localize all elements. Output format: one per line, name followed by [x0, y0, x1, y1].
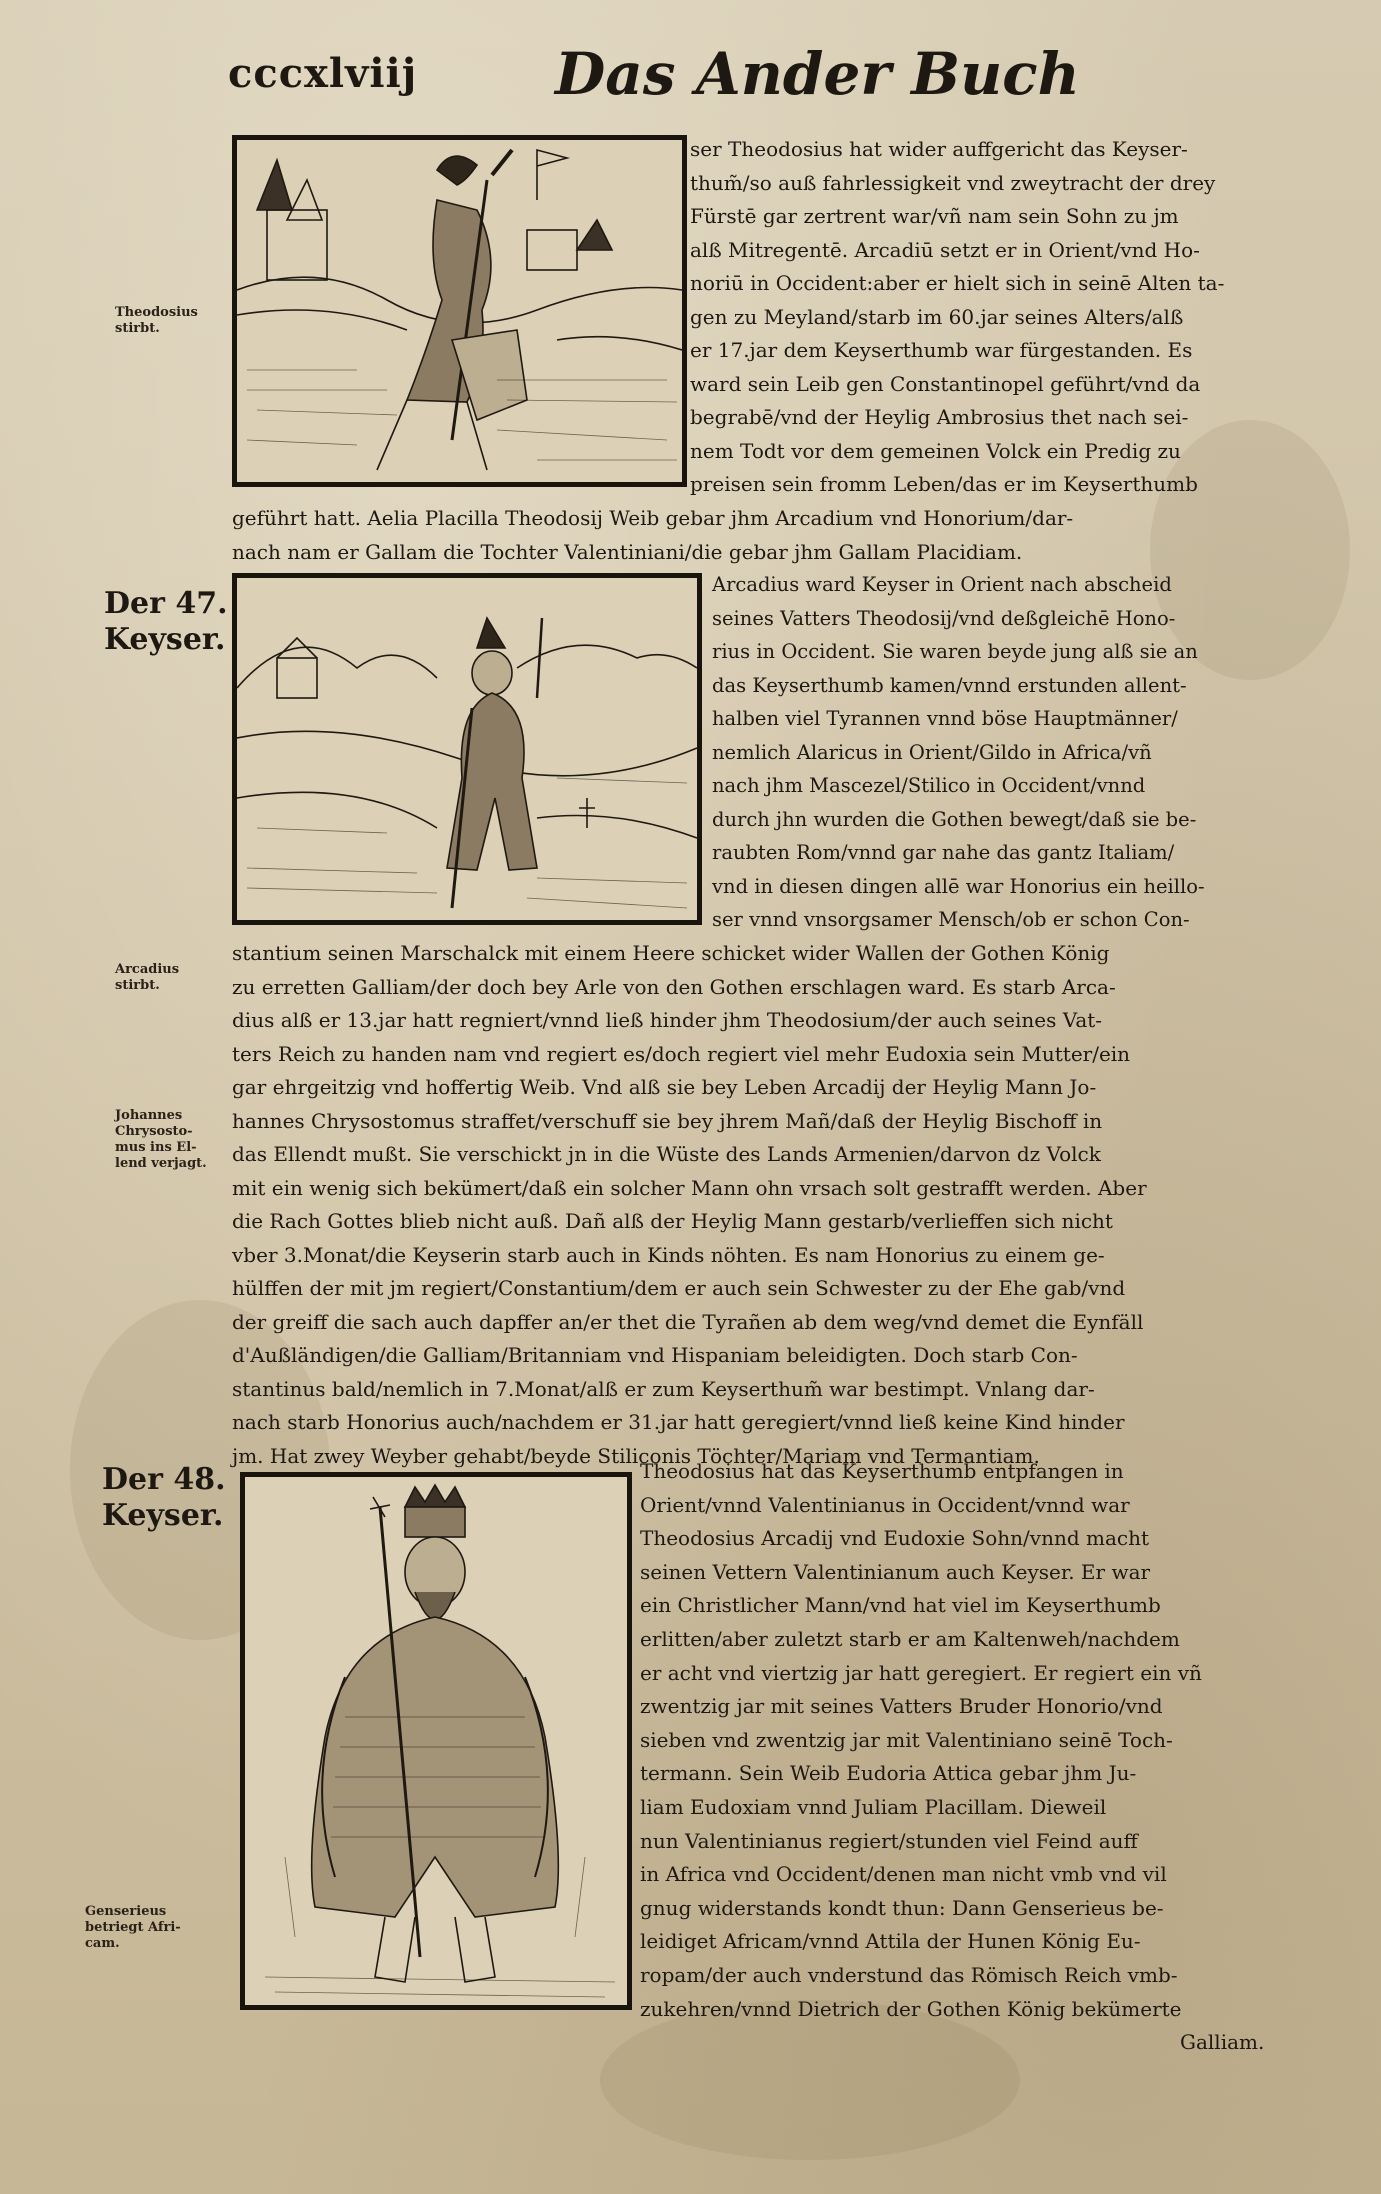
text-line: hannes Chrysostomus straffet/verschuff sie bey jhrem Mañ/daß der Heylig Bischoff in: [232, 1108, 1103, 1133]
text-line: geführt hatt. Aelia Placilla Theodosij Weib gebar jhm Arcadium vnd Honorium/dar-: [232, 506, 1074, 530]
folio-number: cccxlviij: [228, 50, 418, 97]
text-line: seinen Vettern Valentinianum auch Keyser. Er war: [640, 1559, 1151, 1584]
text-line: nach nam er Gallam die Tochter Valentiniani/die gebar jhm Gallam Placidiam.: [232, 539, 1023, 564]
text-line: zukehren/vnnd Dietrich der Gothen König bekümerte: [640, 1996, 1182, 2021]
text-line: vber 3.Monat/die Keyserin starb auch in Kinds nöhten. Es nam Honorius zu einem ge-: [232, 1242, 1105, 1267]
text-line: gnug widerstands kondt thun: Dann Genserieus be-: [640, 1895, 1164, 1920]
text-line: rius in Occident. Sie waren beyde jung alß sie an: [712, 640, 1198, 663]
text-line: Orient/vnnd Valentinianus in Occident/vnnd war: [640, 1492, 1130, 1517]
woodcut-theodosius: [232, 135, 687, 487]
text-line: gar ehrgeitzig vnd hoffertig Weib. Vnd alß sie bey Leben Arcadij der Heylig Mann Jo-: [232, 1075, 1097, 1099]
text-line: nach jhm Mascezel/Stilico in Occident/vnnd: [712, 774, 1146, 797]
text-line: er 17.jar dem Keyserthumb war fürgestanden. Es: [690, 338, 1193, 362]
emperor-label-48: Der 48. Keyser.: [102, 1462, 226, 1533]
text-line: Theodosius hat das Keyserthumb entpfangen in: [640, 1459, 1124, 1483]
margin-note-genserieus: Genserieus betriegt Afri- cam.: [85, 1904, 181, 1951]
margin-note-johannes: Johannes Chrysosto- mus ins El- lend verjagt.: [115, 1108, 207, 1171]
text-line: preisen sein fromm Leben/das er im Keyserthumb: [690, 472, 1198, 496]
text-line: halben viel Tyrannen vnnd böse Hauptmänner/: [712, 707, 1178, 730]
text-line: thum̃/so auß fahrlessigkeit vnd zweytracht der drey: [690, 170, 1216, 195]
text-line: hülffen der mit jm regiert/Constantium/dem er auch sein Schwester zu der Ehe gab/vnd: [232, 1276, 1126, 1300]
text-line: durch jhn wurden die Gothen bewegt/daß sie be-: [712, 807, 1197, 831]
text-line: Theodosius Arcadij vnd Eudoxie Sohn/vnnd macht: [640, 1526, 1149, 1551]
text-line: noriū in Occident:aber er hielt sich in seinē Alten ta-: [690, 271, 1225, 295]
text-line: das Ellendt mußt. Sie verschickt jn in die Wüste des Lands Armenien/darvon dz Volck: [232, 1142, 1101, 1166]
text-line: zwentzig jar mit seines Vatters Bruder Honorio/vnd: [640, 1694, 1163, 1719]
text-line: Galliam.: [1180, 2030, 1265, 2055]
text-line: stantium seinen Marschalck mit einem Heere schicket wider Wallen der Gothen König: [232, 941, 1110, 965]
text-line: ropam/der auch vnderstund das Römisch Reich vmb-: [640, 1962, 1178, 1987]
text-line: leidiget Africam/vnnd Attila der Hunen König Eu-: [640, 1929, 1141, 1954]
text-line: in Africa vnd Occident/denen man nicht vmb vnd vil: [640, 1862, 1167, 1887]
text-line: erlitten/aber zuletzt starb er am Kaltenweh/nachdem: [640, 1626, 1180, 1651]
text-line: der greiff die sach auch dapffer an/er thet die Tyrañen ab dem weg/vnd demet die Eynfäll: [232, 1309, 1144, 1334]
text-line: Arcadius ward Keyser in Orient nach abscheid: [712, 573, 1172, 596]
text-line: das Keyserthumb kamen/vnnd erstunden allent-: [712, 673, 1187, 697]
text-line: liam Eudoxiam vnnd Juliam Placillam. Dieweil: [640, 1794, 1107, 1819]
text-line: alß Mitregentē. Arcadiū setzt er in Orient/vnd Ho-: [690, 237, 1200, 262]
text-line: raubten Rom/vnnd gar nahe das gantz Italiam/: [712, 841, 1175, 864]
text-line: er acht vnd viertzig jar hatt geregiert. Er regiert ein vñ: [640, 1660, 1202, 1685]
text-line: nun Valentinianus regiert/stunden viel Feind auff: [640, 1828, 1138, 1853]
text-line: seines Vatters Theodosij/vnd deßgleichē Hono-: [712, 606, 1176, 630]
text-line: stantinus bald/nemlich in 7.Monat/alß er zum Keyserthum̃ war bestimpt. Vnlang dar-: [232, 1376, 1095, 1401]
margin-note-theodosius-stirbt: Theodosius stirbt.: [115, 305, 198, 336]
text-line: ser Theodosius hat wider auffgericht das Keyser-: [690, 137, 1188, 161]
text-line: Fürstē gar zertrent war/vñ nam sein Sohn zu jm: [690, 204, 1179, 228]
woodcut-theodosius-ii: [240, 1472, 632, 2010]
text-block-1-full: [232, 502, 1073, 569]
page-title: Das Ander Buch: [555, 40, 1080, 108]
text-line: nach starb Honorius auch/nachdem er 31.jar hatt geregiert/vnnd ließ keine Kind hinder: [232, 1410, 1125, 1434]
text-line: zu erretten Galliam/der doch bey Arle von den Gothen erschlagen ward. Es starb Arca-: [232, 974, 1116, 999]
text-block-2: [712, 568, 1205, 937]
text-block-3: [640, 1455, 1264, 2060]
margin-note-arcadius-stirbt: Arcadius stirbt.: [115, 962, 180, 993]
text-line: begrabē/vnd der Heylig Ambrosius thet nach sei-: [690, 405, 1189, 429]
text-line: jm. Hat zwey Weyber gehabt/beyde Stiliconis Töchter/Mariam vnd Termantiam.: [232, 1443, 1040, 1468]
woodcut-arcadius: [232, 573, 702, 925]
standing-soldier-woodcut-icon: [237, 578, 697, 920]
text-line: ward sein Leib gen Constantinopel geführt/vnd da: [690, 371, 1201, 396]
mounted-figure-woodcut-icon: [237, 140, 682, 482]
text-line: vnd in diesen dingen allē war Honorius ein heillo-: [712, 874, 1205, 898]
text-line: ser vnnd vnsorgsamer Mensch/ob er schon Con-: [712, 908, 1190, 931]
text-line: die Rach Gottes blieb nicht auß. Dañ alß der Heylig Mann gestarb/verlieffen sich nicht: [232, 1209, 1113, 1233]
text-line: dius alß er 13.jar hatt regniert/vnnd ließ hinder jhm Theodosium/der auch seines Vat-: [232, 1008, 1103, 1032]
text-block-1: [690, 133, 1224, 502]
text-line: d'Außländigen/die Galliam/Britanniam vnd Hispaniam beleidigten. Doch starb Con-: [232, 1343, 1078, 1367]
text-line: gen zu Meyland/starb im 60.jar seines Alters/alß: [690, 304, 1184, 329]
text-line: ein Christlicher Mann/vnd hat viel im Keyserthumb: [640, 1593, 1161, 1618]
text-line: ters Reich zu handen nam vnd regiert es/doch regiert viel mehr Eudoxia sein Mutter/ein: [232, 1041, 1131, 1066]
text-line: sieben vnd zwentzig jar mit Valentiniano seinē Toch-: [640, 1727, 1173, 1752]
emperor-label-47: Der 47. Keyser.: [104, 586, 228, 657]
text-line: mit ein wenig sich bekümert/daß ein solcher Mann ohn vrsach solt gestrafft werden. Aber: [232, 1175, 1147, 1200]
text-line: termann. Sein Weib Eudoria Attica gebar jhm Ju-: [640, 1761, 1137, 1786]
text-block-2-full: [232, 937, 1147, 1473]
text-line: nemlich Alaricus in Orient/Gildo in Africa/vñ: [712, 740, 1152, 764]
text-line: nem Todt vor dem gemeinen Volck ein Predig zu: [690, 438, 1181, 463]
crowned-emperor-woodcut-icon: [245, 1477, 627, 2005]
